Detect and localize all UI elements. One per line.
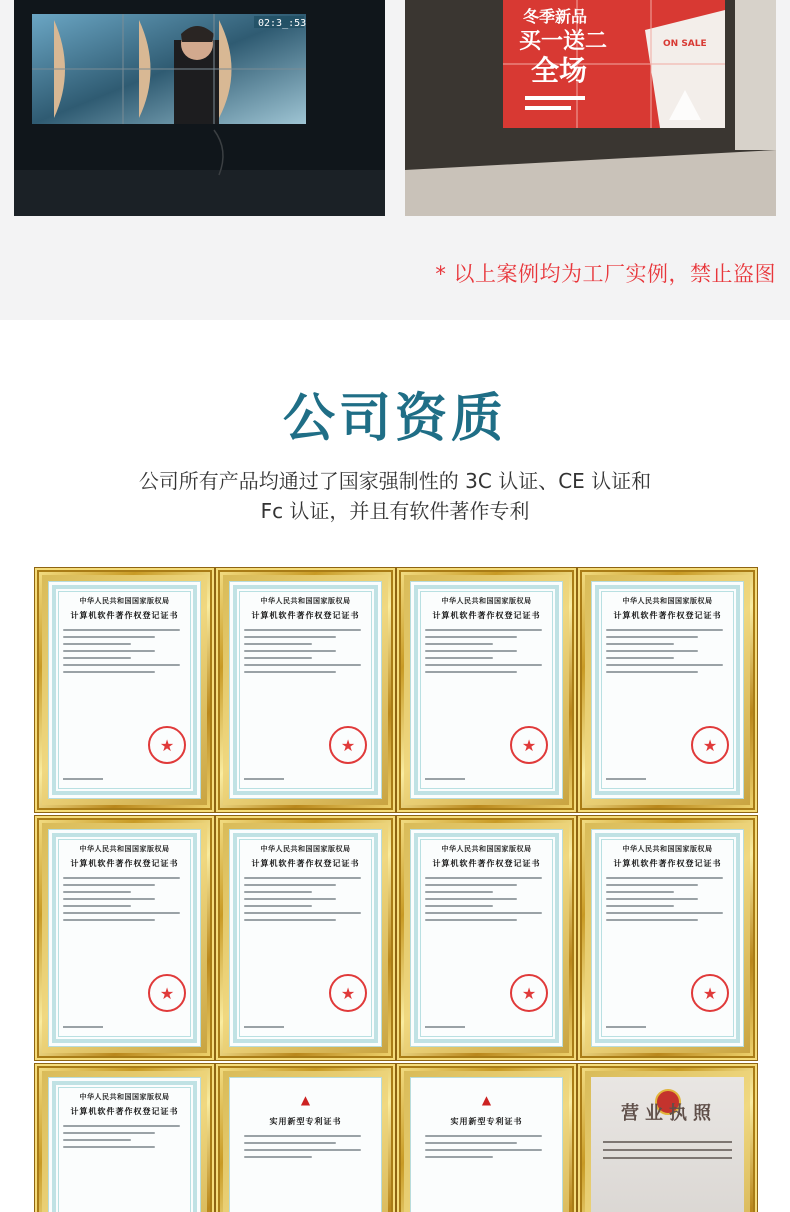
certificate-authority: 中华人民共和国国家版权局 bbox=[441, 597, 532, 605]
certificate-authority: 中华人民共和国国家版权局 bbox=[260, 597, 351, 605]
red-seal-icon: ★ bbox=[329, 726, 367, 764]
certificate-authority: 中华人民共和国国家版权局 bbox=[260, 845, 351, 853]
certificate-software bbox=[215, 567, 396, 813]
certificate-title: 计算机软件著作权登记证书 bbox=[613, 611, 722, 620]
promo-line-2: 买一送二 bbox=[519, 29, 608, 54]
red-seal-icon: ★ bbox=[691, 726, 729, 764]
certificate-software bbox=[215, 815, 396, 1061]
red-seal-icon: ★ bbox=[329, 974, 367, 1012]
patent-logo-icon: ▲ bbox=[481, 1093, 492, 1107]
certificate-authority: 中华人民共和国国家版权局 bbox=[79, 845, 170, 853]
red-seal-icon: ★ bbox=[510, 726, 548, 764]
patent-logo-icon: ▲ bbox=[300, 1093, 311, 1107]
certificate-authority: 中华人民共和国国家版权局 bbox=[622, 597, 713, 605]
certificate-title: 计算机软件著作权登记证书 bbox=[70, 1107, 179, 1116]
mall-wall-illustration bbox=[405, 0, 776, 216]
certificate-patent bbox=[215, 1063, 396, 1212]
license-title: 营业执照 bbox=[621, 1103, 717, 1124]
certificate-authority: 中华人民共和国国家版权局 bbox=[79, 597, 170, 605]
certificate-title: 计算机软件著作权登记证书 bbox=[613, 859, 722, 868]
certificate-title: 实用新型专利证书 bbox=[269, 1117, 342, 1126]
certificate-title: 计算机软件著作权登记证书 bbox=[70, 611, 179, 620]
qualification-title: 公司资质 bbox=[282, 389, 507, 449]
case-disclaimer: * 以上案例均为工厂实例，禁止盗图 bbox=[435, 262, 776, 286]
certificate-authority: 中华人民共和国国家版权局 bbox=[441, 845, 532, 853]
qualification-description bbox=[60, 466, 730, 526]
certificate-software bbox=[34, 567, 215, 813]
case-photo-video-wall-dark bbox=[14, 0, 385, 216]
red-seal-icon: ★ bbox=[148, 974, 186, 1012]
video-wall-illustration bbox=[14, 0, 385, 216]
certificate-title: 计算机软件著作权登记证书 bbox=[70, 859, 179, 868]
qualification-description-line-1: 公司所有产品均通过了国家强制性的 3C 认证、CE 认证和 bbox=[138, 469, 652, 493]
certificate-patent bbox=[396, 1063, 577, 1212]
red-seal-icon: ★ bbox=[148, 726, 186, 764]
promo-line-3: 全场 bbox=[531, 54, 588, 87]
red-seal-icon: ★ bbox=[691, 974, 729, 1012]
case-section bbox=[0, 0, 790, 320]
certificate-software bbox=[396, 815, 577, 1061]
promo-line-1: 冬季新品 bbox=[523, 7, 588, 26]
certificate-row bbox=[34, 567, 758, 813]
certificate-title: 计算机软件著作权登记证书 bbox=[251, 611, 360, 620]
clock-text: 02:3_:53 bbox=[258, 18, 307, 29]
promo-badge: ON SALE bbox=[663, 39, 707, 49]
certificate-software bbox=[577, 815, 758, 1061]
certificate-row bbox=[34, 1063, 758, 1212]
certificate-authority: 中华人民共和国国家版权局 bbox=[79, 1093, 170, 1101]
certificate-business-license bbox=[577, 1063, 758, 1212]
certificate-authority: 中华人民共和国国家版权局 bbox=[622, 845, 713, 853]
red-seal-icon: ★ bbox=[510, 974, 548, 1012]
certificate-title: 实用新型专利证书 bbox=[450, 1117, 523, 1126]
certificate-software bbox=[34, 1063, 215, 1212]
certificate-software bbox=[396, 567, 577, 813]
certificate-software bbox=[34, 815, 215, 1061]
certificate-row bbox=[34, 815, 758, 1061]
certificate-title: 计算机软件著作权登记证书 bbox=[251, 859, 360, 868]
qualification-description-line-2: Fc 认证，并且有软件著作专利 bbox=[260, 499, 530, 523]
certificate-title: 计算机软件著作权登记证书 bbox=[432, 859, 541, 868]
certificate-title: 计算机软件著作权登记证书 bbox=[432, 611, 541, 620]
case-photo-video-wall-mall bbox=[405, 0, 776, 216]
certificate-grid bbox=[34, 567, 758, 1212]
certificate-software bbox=[577, 567, 758, 813]
